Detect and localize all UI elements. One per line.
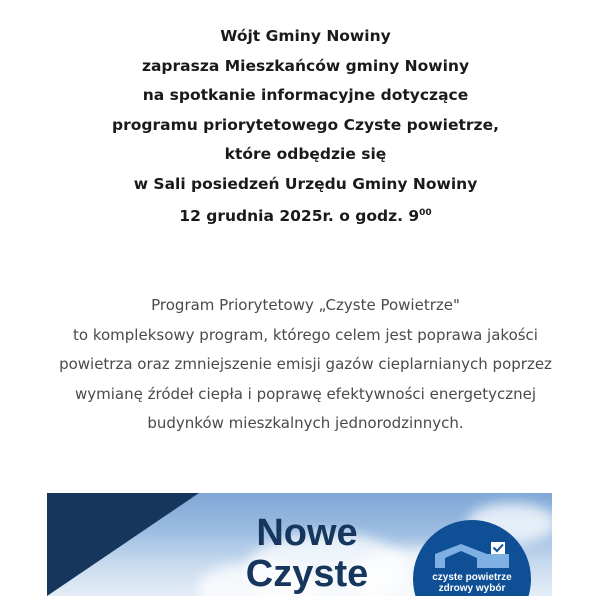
invitation-line: Wójt Gminy Nowiny xyxy=(220,27,391,45)
invitation-line: które odbędzie się xyxy=(224,145,387,163)
banner-title xyxy=(242,513,372,595)
house-icon xyxy=(431,542,513,568)
banner-title-line: Nowe xyxy=(256,512,358,554)
program-line: to kompleksowy program, którego celem jest poprawa jakości xyxy=(73,325,538,344)
program-line: budynków mieszkalnych jednorodzinnych. xyxy=(147,414,464,432)
meeting-time-minutes: 00 xyxy=(419,208,432,218)
program-line: Program Priorytetowy „Czyste Powietrze" xyxy=(151,296,460,314)
invitation-line: w Sali posiedzeń Urzędu Gminy Nowiny xyxy=(133,174,478,193)
program-banner-image xyxy=(47,493,552,596)
meeting-date-text: 12 grudnia 2025r. o godz. 9 xyxy=(179,207,420,225)
invitation-line: programu priorytetowego Czyste powietrze, xyxy=(112,115,499,134)
meeting-date xyxy=(0,199,611,232)
program-line: wymianę źródeł ciepła i poprawę efektywności energetycznej xyxy=(75,384,536,403)
banner-title-line: Czyste xyxy=(245,553,369,595)
program-line: powietrza oraz zmniejszenie emisji gazów cieplarnianych poprzez xyxy=(59,355,552,373)
invitation-line: na spotkanie informacyjne dotyczące xyxy=(142,86,469,104)
logo-text xyxy=(413,572,531,594)
program-description xyxy=(0,291,611,439)
invitation-block xyxy=(0,22,611,232)
logo-text-line: zdrowy wybór xyxy=(438,583,506,594)
logo-text-line: czyste powietrze xyxy=(432,572,512,583)
invitation-line: zaprasza Mieszkańców gminy Nowiny xyxy=(141,56,470,75)
